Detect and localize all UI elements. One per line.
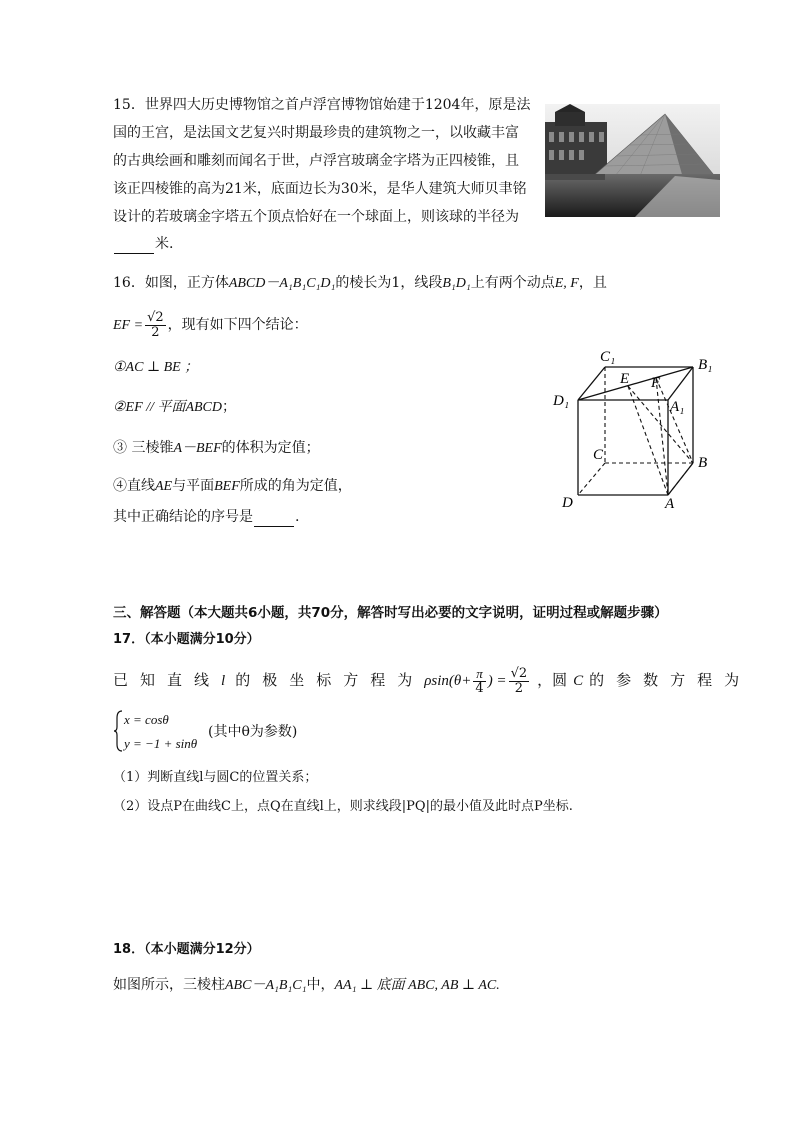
q15-line-1: 15．世界四大历史博物馆之首卢浮宫博物馆始建于1204年，原是法: [113, 97, 531, 113]
label-D: D: [562, 495, 573, 511]
system-brace: [113, 710, 123, 752]
answer-blank: [114, 239, 154, 254]
label-D1: D₁: [553, 393, 570, 409]
q15-line-4: 该正四棱锥的高为21米，底面边长为30米，是华人建筑大师贝聿铭: [113, 181, 527, 197]
q16-conclusion-2: ②EF // 平面ABCD；: [113, 399, 236, 415]
label-A: A: [665, 496, 675, 512]
louvre-pyramid-photo: [545, 104, 720, 217]
label-F: F: [651, 375, 661, 391]
q16-conclusion-4: ④直线AE与平面BEF所成的角为定值，: [113, 478, 352, 494]
q17-param-note: (其中θ为参数): [208, 724, 298, 740]
q16-conclusion-1: ①AC ⊥ BE ；: [113, 360, 199, 375]
label-C1: C₁: [600, 349, 616, 365]
q18-line-1: 如图所示，三棱柱ABC－A₁B₁C₁中，AA₁ ⊥ 底面 ABC, AB ⊥ AC.: [113, 977, 500, 993]
q17-part-1: （1）判断直线l与圆C的位置关系；: [113, 770, 318, 785]
fraction-sqrt2-over-2: $\frac{√2}{2}$: [147, 309, 164, 340]
label-B: B: [698, 455, 708, 471]
q17-title: 17．（本小题满分10分）: [113, 632, 260, 647]
label-C: C: [593, 447, 604, 463]
label-A1: A₁: [670, 399, 685, 415]
q15-line-6: 米.: [113, 234, 173, 254]
q17-param-y: y = −1 + sinθ: [124, 736, 198, 751]
q15-line-2: 国的王宫，是法国文艺复兴时期最珍贵的建筑物之一，以收藏丰富: [113, 125, 519, 141]
q16-line-1: 16．如图，正方体ABCD－A₁B₁C₁D₁的棱长为1，线段B₁D₁上有两个动点E, F，且: [113, 275, 607, 291]
q17-part-2: （2）设点P在曲线C上，点Q在直线l上，则求线段|PQ|的最小值及此时点P坐标.: [113, 799, 573, 814]
answer-blank: [254, 512, 294, 527]
q15-line-5: 设计的若玻璃金字塔五个顶点恰好在一个球面上，则该球的半径为: [113, 209, 519, 225]
label-E: E: [620, 371, 630, 387]
q18-title: 18．（本小题满分12分）: [113, 942, 260, 957]
q17-line-1: 已知直线l 的极坐标方程为ρsin(θ+ $\frac{\pi}{4}$ ) = $\frac{√2}{2}$ ，圆 C 的参数方程为: [113, 665, 752, 696]
cube-figure: [548, 345, 726, 515]
q15-line-3: 的古典绘画和雕刻而闻名于世，卢浮宫玻璃金字塔为正四棱锥，且: [113, 153, 519, 169]
q16-conclusion-3: ③ 三棱锥A－BEF的体积为定值；: [113, 440, 320, 456]
q16-line-2: EF = $\frac{√2}{2}$ ，现有如下四个结论：: [113, 309, 308, 340]
q16-final: 其中正确结论的序号是 .: [113, 509, 300, 525]
q17-param-x: x = cosθ: [124, 712, 169, 727]
label-B1: B₁: [698, 357, 713, 373]
section-3-heading: 三、解答题（本大题共6小题，共70分，解答时写出必要的文字说明，证明过程或解题步骤）: [113, 605, 668, 621]
